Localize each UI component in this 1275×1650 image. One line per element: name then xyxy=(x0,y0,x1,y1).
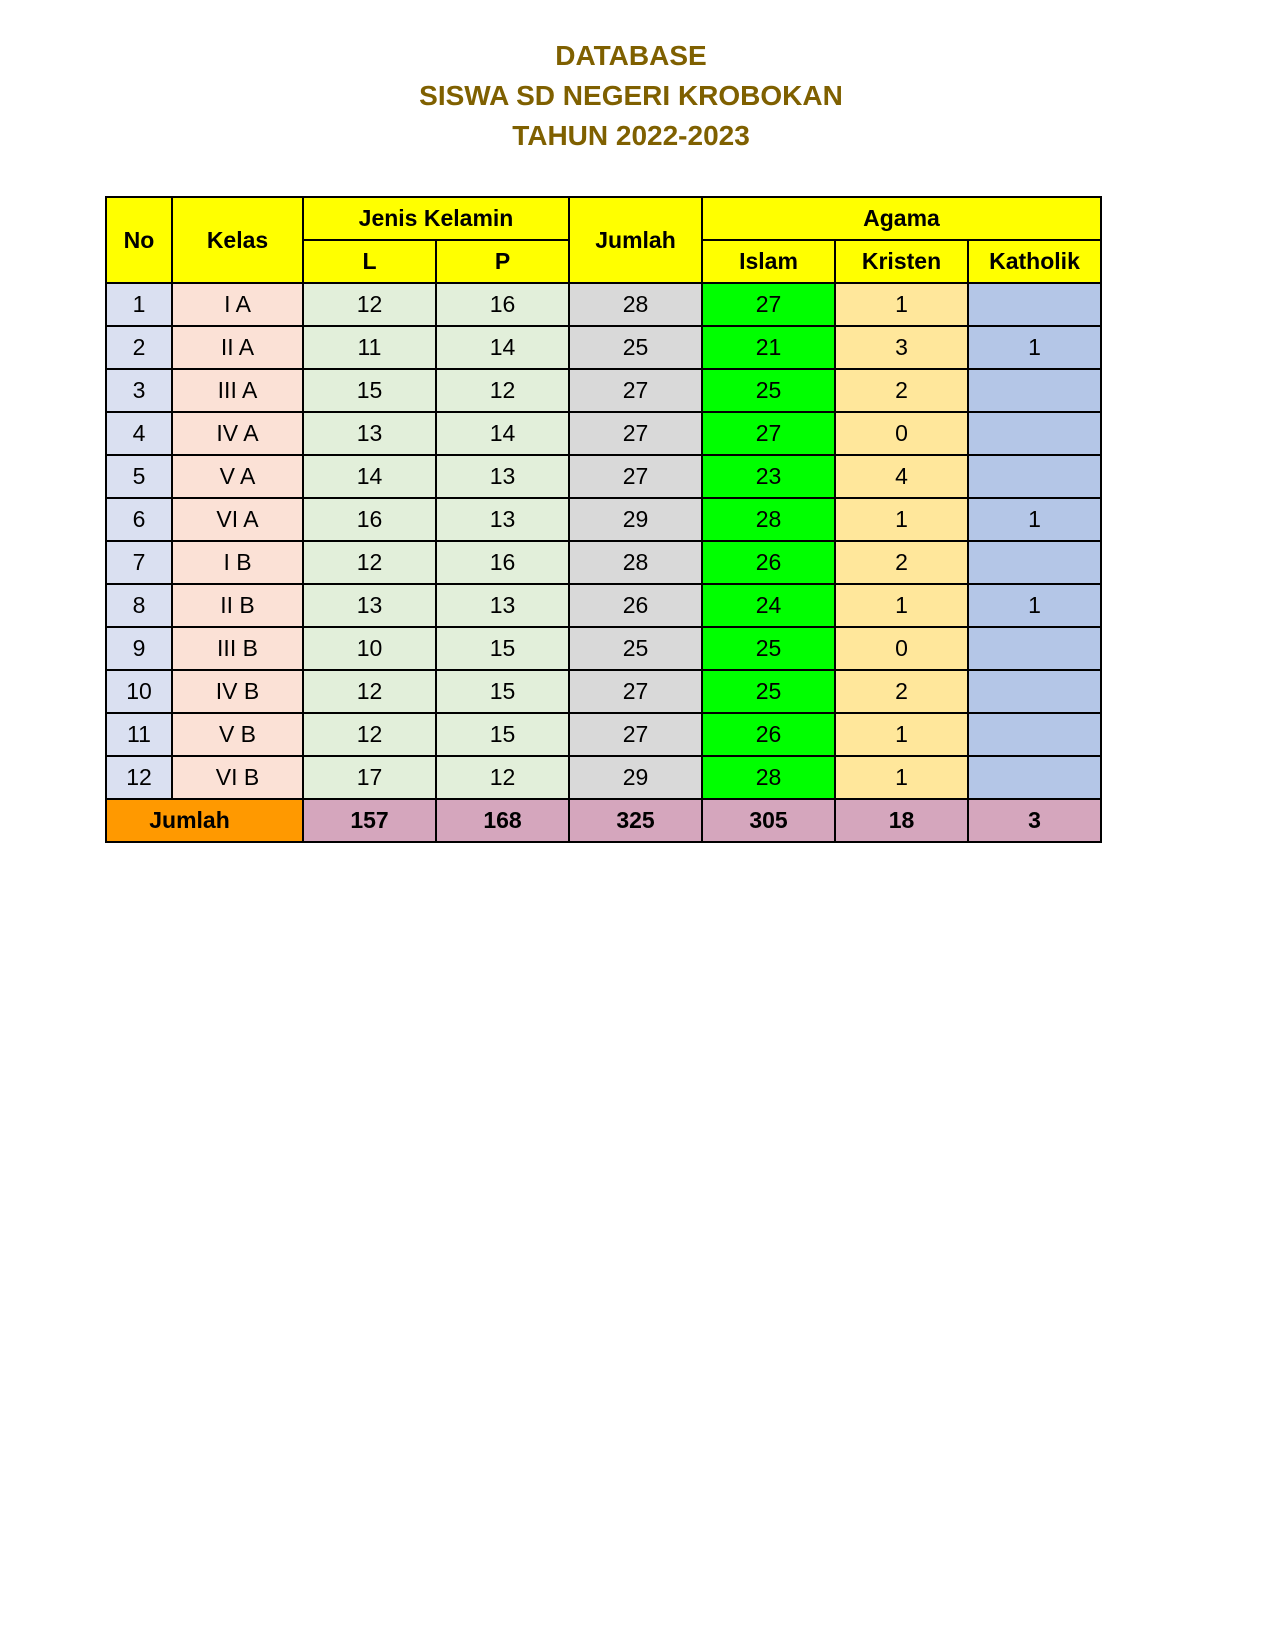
cell-katholik xyxy=(968,713,1101,756)
cell-l: 13 xyxy=(303,584,436,627)
cell-katholik xyxy=(968,627,1101,670)
cell-l: 12 xyxy=(303,713,436,756)
table-row xyxy=(106,713,1101,756)
cell-kristen: 2 xyxy=(835,670,968,713)
cell-islam: 25 xyxy=(702,369,835,412)
table-row xyxy=(106,670,1101,713)
cell-no: 3 xyxy=(106,369,172,412)
table-row xyxy=(106,326,1101,369)
cell-kelas: II B xyxy=(172,584,303,627)
cell-katholik xyxy=(968,283,1101,326)
header-agama: Agama xyxy=(702,197,1101,240)
cell-kelas: VI A xyxy=(172,498,303,541)
cell-islam: 25 xyxy=(702,670,835,713)
cell-p: 14 xyxy=(436,326,569,369)
cell-katholik: 1 xyxy=(968,326,1101,369)
table-row xyxy=(106,627,1101,670)
cell-p: 12 xyxy=(436,369,569,412)
total-row xyxy=(106,799,1101,842)
cell-kelas: IV B xyxy=(172,670,303,713)
cell-katholik xyxy=(968,756,1101,799)
cell-kelas: III A xyxy=(172,369,303,412)
cell-kristen: 1 xyxy=(835,283,968,326)
cell-jumlah: 29 xyxy=(569,756,702,799)
cell-jumlah: 25 xyxy=(569,326,702,369)
cell-no: 6 xyxy=(106,498,172,541)
cell-kristen: 3 xyxy=(835,326,968,369)
cell-kristen: 0 xyxy=(835,627,968,670)
cell-islam: 28 xyxy=(702,498,835,541)
cell-no: 12 xyxy=(106,756,172,799)
cell-p: 13 xyxy=(436,584,569,627)
cell-katholik xyxy=(968,412,1101,455)
cell-l: 11 xyxy=(303,326,436,369)
cell-no: 5 xyxy=(106,455,172,498)
student-table xyxy=(105,196,1102,843)
cell-kelas: V B xyxy=(172,713,303,756)
cell-no: 10 xyxy=(106,670,172,713)
cell-kristen: 1 xyxy=(835,756,968,799)
total-islam: 305 xyxy=(702,799,835,842)
header-katholik: Katholik xyxy=(968,240,1101,283)
cell-kelas: II A xyxy=(172,326,303,369)
cell-kristen: 1 xyxy=(835,584,968,627)
total-l: 157 xyxy=(303,799,436,842)
header-kelas: Kelas xyxy=(172,197,303,283)
cell-kelas: V A xyxy=(172,455,303,498)
cell-l: 12 xyxy=(303,283,436,326)
total-label: Jumlah xyxy=(106,799,303,842)
total-jumlah: 325 xyxy=(569,799,702,842)
cell-jumlah: 25 xyxy=(569,627,702,670)
document-title xyxy=(0,36,1262,156)
header-jenis-kelamin: Jenis Kelamin xyxy=(303,197,569,240)
cell-kristen: 2 xyxy=(835,541,968,584)
total-katholik: 3 xyxy=(968,799,1101,842)
cell-kristen: 1 xyxy=(835,713,968,756)
cell-kelas: I A xyxy=(172,283,303,326)
cell-no: 1 xyxy=(106,283,172,326)
cell-islam: 23 xyxy=(702,455,835,498)
cell-islam: 27 xyxy=(702,283,835,326)
cell-p: 15 xyxy=(436,670,569,713)
header-p: P xyxy=(436,240,569,283)
cell-l: 14 xyxy=(303,455,436,498)
cell-l: 12 xyxy=(303,541,436,584)
cell-jumlah: 27 xyxy=(569,369,702,412)
table-row xyxy=(106,369,1101,412)
cell-katholik xyxy=(968,455,1101,498)
cell-l: 15 xyxy=(303,369,436,412)
title-line-3: TAHUN 2022-2023 xyxy=(512,120,750,151)
cell-jumlah: 28 xyxy=(569,541,702,584)
header-l: L xyxy=(303,240,436,283)
table-row xyxy=(106,283,1101,326)
cell-kelas: III B xyxy=(172,627,303,670)
cell-jumlah: 26 xyxy=(569,584,702,627)
cell-islam: 26 xyxy=(702,541,835,584)
header-no: No xyxy=(106,197,172,283)
cell-p: 13 xyxy=(436,455,569,498)
cell-p: 15 xyxy=(436,713,569,756)
cell-katholik: 1 xyxy=(968,584,1101,627)
cell-l: 12 xyxy=(303,670,436,713)
table-row xyxy=(106,412,1101,455)
cell-islam: 21 xyxy=(702,326,835,369)
cell-islam: 26 xyxy=(702,713,835,756)
table-row xyxy=(106,541,1101,584)
cell-no: 8 xyxy=(106,584,172,627)
cell-islam: 25 xyxy=(702,627,835,670)
cell-kelas: I B xyxy=(172,541,303,584)
cell-kelas: VI B xyxy=(172,756,303,799)
cell-no: 2 xyxy=(106,326,172,369)
header-kristen: Kristen xyxy=(835,240,968,283)
cell-l: 16 xyxy=(303,498,436,541)
cell-kelas: IV A xyxy=(172,412,303,455)
cell-kristen: 2 xyxy=(835,369,968,412)
cell-p: 16 xyxy=(436,541,569,584)
cell-islam: 24 xyxy=(702,584,835,627)
table-row xyxy=(106,498,1101,541)
total-p: 168 xyxy=(436,799,569,842)
cell-l: 13 xyxy=(303,412,436,455)
total-kristen: 18 xyxy=(835,799,968,842)
cell-kristen: 1 xyxy=(835,498,968,541)
cell-p: 14 xyxy=(436,412,569,455)
cell-p: 13 xyxy=(436,498,569,541)
cell-islam: 27 xyxy=(702,412,835,455)
cell-l: 10 xyxy=(303,627,436,670)
title-line-1: DATABASE xyxy=(555,40,707,71)
cell-no: 11 xyxy=(106,713,172,756)
cell-no: 9 xyxy=(106,627,172,670)
cell-kristen: 0 xyxy=(835,412,968,455)
cell-katholik xyxy=(968,369,1101,412)
header-islam: Islam xyxy=(702,240,835,283)
header-jumlah: Jumlah xyxy=(569,197,702,283)
title-line-2: SISWA SD NEGERI KROBOKAN xyxy=(419,80,843,111)
cell-islam: 28 xyxy=(702,756,835,799)
cell-jumlah: 28 xyxy=(569,283,702,326)
cell-no: 7 xyxy=(106,541,172,584)
table-row xyxy=(106,584,1101,627)
header-row-top xyxy=(106,197,1101,240)
cell-p: 12 xyxy=(436,756,569,799)
cell-no: 4 xyxy=(106,412,172,455)
cell-p: 16 xyxy=(436,283,569,326)
cell-l: 17 xyxy=(303,756,436,799)
cell-jumlah: 27 xyxy=(569,670,702,713)
cell-jumlah: 27 xyxy=(569,412,702,455)
cell-jumlah: 27 xyxy=(569,713,702,756)
cell-katholik xyxy=(968,541,1101,584)
cell-jumlah: 29 xyxy=(569,498,702,541)
cell-katholik xyxy=(968,670,1101,713)
cell-katholik: 1 xyxy=(968,498,1101,541)
table-row xyxy=(106,756,1101,799)
cell-p: 15 xyxy=(436,627,569,670)
table-row xyxy=(106,455,1101,498)
cell-jumlah: 27 xyxy=(569,455,702,498)
cell-kristen: 4 xyxy=(835,455,968,498)
